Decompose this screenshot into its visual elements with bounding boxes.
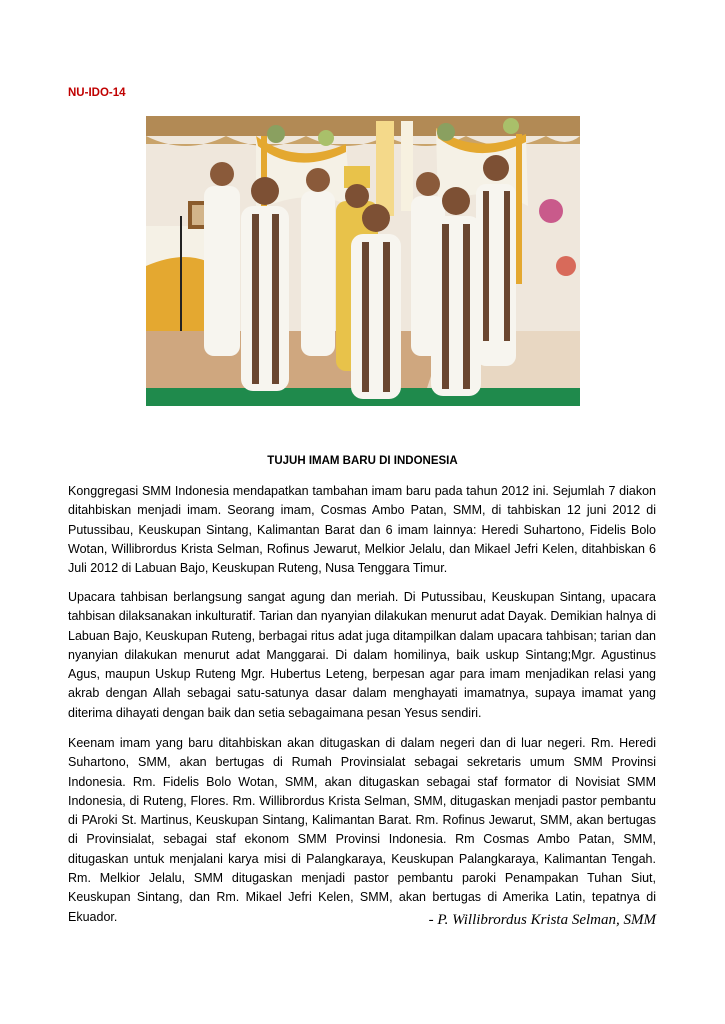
- article-title: TUJUH IMAM BARU DI INDONESIA: [267, 455, 458, 467]
- group-photo: [146, 116, 580, 406]
- document-id: NU-IDO-14: [68, 87, 126, 99]
- paragraph-1: Konggregasi SMM Indonesia mendapatkan tambahan imam baru pada tahun 2012 ini. Sejumlah 7 diakon ditahbiskan menjadi imam. Seorang imam, Cosmas Ambo Patan, SMM, di tahbiskan 12 juni 2012 di Putussibau, Keuskupan Sintang, Kalimantan Barat dan 6 imam lainnya: Heredi Suhartono, Fidelis Bolo Wotan, Willibrordus Krista Selman, Rofinus Jewarut, Melkior Jelalu, dan Mikael Jefri Kelen, ditahbiskan 6 Juli 2012 di Labuan Bajo, Keuskupan Ruteng, Nusa Tenggara Timur.: [68, 484, 656, 576]
- author-signature: - P. Willibrordus Krista Selman, SMM: [428, 912, 656, 928]
- paragraph-2: Upacara tahbisan berlangsung sangat agung dan meriah. Di Putussibau, Keuskupan Sintang, upacara tahbisan dilaksanakan inkulturatif. Tarian dan nyanyian dilakukan menurut adat Dayak. Demikian halnya di Labuan Bajo, Keuskupan Ruteng, berbagai ritus adat juga ditampilkan dalam upacara tahbisan; tarian dan nyanyian dilakukan menurut adat Manggarai. Di dalam homilinya, baik uskup Sintang;Mgr. Agustinus Agus, maupun Uskup Ruteng Mgr. Hubertus Leteng, berpesan agar para imam menjadikan relasi yang akrab dengan Allah sebagai satu-satunya dasar dalam menghayati imamatnya, supaya imamat yang diterima dihayati dengan baik dan setia sebagaimana pesan Yesus sendiri.: [68, 590, 656, 720]
- paragraph-3: Keenam imam yang baru ditahbiskan akan ditugaskan di dalam negeri dan di luar negeri. Rm. Heredi Suhartono, SMM, akan bertugas di Rumah Provinsialat sebagai sekretaris umum SMM Provinsi Indonesia. Rm. Fidelis Bolo Wotan, SMM, akan ditugaskan sebagai staf formator di Novisiat SMM Indonesia, di Ruteng, Flores. Rm. Willibrordus Krista Selman, SMM, ditugaskan menjadi pastor pembantu di PAroki St. Martinus, Keuskupan Sintang, Kalimantan Barat. Rm. Rofinus Jewarut, SMM, akan bertugas di Provinsialat, sebagai staf ekonom SMM Provinsi Indonesia. Rm Cosmas Ambo Patan, SMM, ditugaskan untuk menjalani karya misi di Palangkaraya, Keuskupan Palangkaraya, Kalimantan Tengah. Rm. Melkior Jelalu, SMM ditugaskan menjadi pastor pembantu paroki Penampakan Tuhan Siut, Keuskupan Sintang, dan Rm. Mikael Jefri Kelen, SMM, akan bertugas di Amerika Latin, tepatnya di Ekuador.: [68, 736, 656, 924]
